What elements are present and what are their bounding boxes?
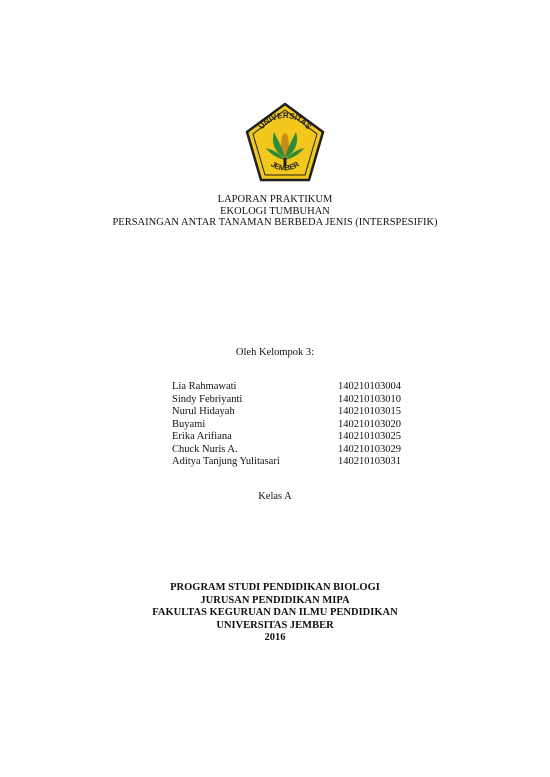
title-line-1: LAPORAN PRAKTIKUM <box>217 194 333 205</box>
member-nim: 140210103031 <box>338 456 401 467</box>
footer-line-1: PROGRAM STUDI PENDIDIKAN BIOLOGI <box>170 582 380 593</box>
report-title <box>0 194 550 229</box>
member-row <box>172 406 432 419</box>
member-name: Erika Arifiana <box>172 431 232 442</box>
member-nim: 140210103015 <box>338 406 401 417</box>
title-line-2: EKOLOGI TUMBUHAN <box>220 205 330 217</box>
footer-line-4: UNIVERSITAS JEMBER <box>216 619 334 631</box>
member-nim: 140210103020 <box>338 418 401 430</box>
member-nim: 140210103010 <box>338 393 401 405</box>
university-logo <box>244 102 326 184</box>
member-name: Lia Rahmawati <box>172 381 237 392</box>
member-name: Chuck Nuris A. <box>172 443 238 455</box>
member-list <box>172 381 432 469</box>
member-name: Nurul Hidayah <box>172 406 235 417</box>
footer-year: 2016 <box>264 632 286 643</box>
member-row <box>172 381 432 394</box>
footer-line-3: FAKULTAS KEGURUAN DAN ILMU PENDIDIKAN <box>152 607 398 618</box>
member-nim: 140210103004 <box>338 381 401 392</box>
member-name: Buyami <box>172 418 206 430</box>
class-label: Kelas A <box>258 491 292 502</box>
logo-top-text: UNIVERSITAS <box>256 110 314 132</box>
member-row <box>172 431 432 444</box>
footer-line-2: JURUSAN PENDIDIKAN MIPA <box>200 594 350 606</box>
member-nim: 140210103025 <box>338 431 401 442</box>
member-row <box>172 444 432 457</box>
logo-bottom-text: JEMBER <box>269 159 301 173</box>
title-line-3: PERSAINGAN ANTAR TANAMAN BERBEDA JENIS (INTERSPESIFIK) <box>112 217 438 228</box>
member-row <box>172 456 432 469</box>
member-nim: 140210103029 <box>338 443 401 455</box>
member-name: Aditya Tanjung Yulitasari <box>172 456 280 467</box>
group-label: Oleh Kelompok 3: <box>235 347 315 358</box>
member-row <box>172 394 432 407</box>
member-row <box>172 419 432 432</box>
institution-footer <box>0 582 550 645</box>
member-name: Sindy Febriyanti <box>172 393 243 405</box>
